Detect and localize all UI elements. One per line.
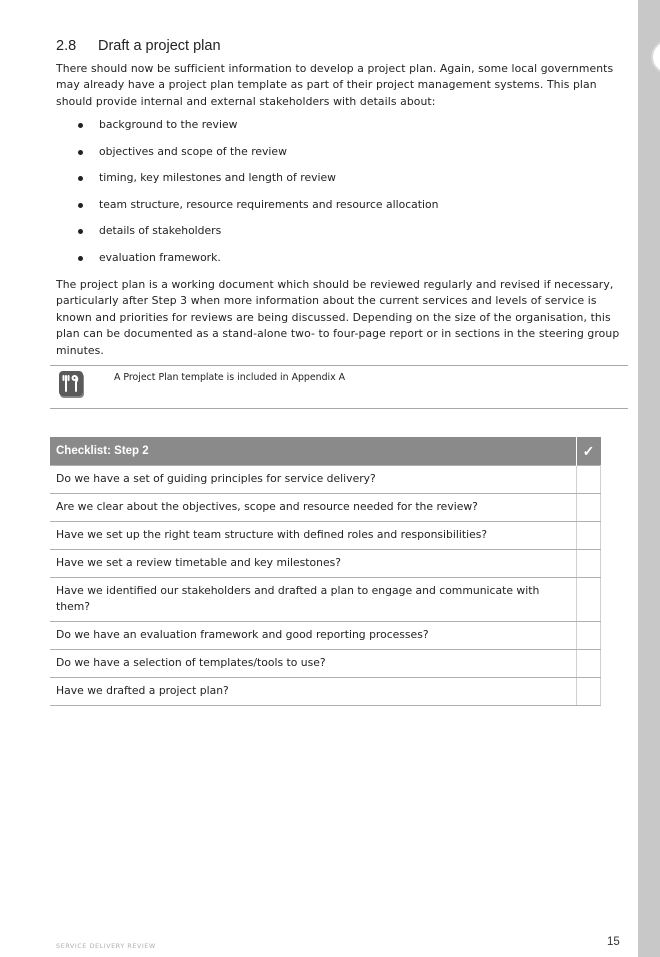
list-item: background to the review (56, 117, 438, 144)
section-heading (56, 38, 221, 54)
checklist-item: Have we identified our stakeholders and drafted a plan to engage and communicate with them? (50, 578, 576, 622)
tick-cell (576, 622, 601, 650)
table-row (50, 550, 601, 578)
checklist-item: Have we set a review timetable and key milestones? (50, 550, 576, 578)
section-title: Draft a project plan (98, 38, 221, 54)
table-row (50, 522, 601, 550)
footer-title: SERVICE DELIVERY REVIEW (56, 942, 156, 950)
checklist-item: Have we drafted a project plan? (50, 678, 576, 706)
page-number: 15 (607, 936, 620, 948)
bullet-icon (78, 256, 83, 261)
bullet-icon (78, 150, 83, 155)
list-item: team structure, resource requirements and resource allocation (56, 197, 438, 224)
list-item: details of stakeholders (56, 223, 438, 250)
list-item: evaluation framework. (56, 250, 438, 277)
side-bar (638, 0, 660, 957)
table-row (50, 678, 601, 706)
tick-cell (576, 650, 601, 678)
tick-cell (576, 578, 601, 622)
table-row (50, 466, 601, 494)
tick-cell (576, 466, 601, 494)
intro-paragraph: There should now be sufficient information to develop a project plan. Again, some local governments may already have a project plan template as part of their project management systems. This plan should provide internal and external stakeholders with details about: (56, 62, 614, 108)
table-row (50, 578, 601, 622)
tick-cell (576, 550, 601, 578)
bullet-icon (78, 203, 83, 208)
tip-text: A Project Plan template is included in Appendix A (114, 372, 346, 383)
tools-icon (59, 371, 83, 396)
tick-cell (576, 522, 601, 550)
checklist-title: Checklist: Step 2 (50, 437, 576, 466)
table-row (50, 494, 601, 522)
list-item: objectives and scope of the review (56, 144, 438, 171)
tip-box (50, 365, 628, 409)
list-item: timing, key milestones and length of review (56, 170, 438, 197)
bullet-icon (78, 229, 83, 234)
bullet-icon (78, 123, 83, 128)
table-row (50, 622, 601, 650)
checklist-item: Are we clear about the objectives, scope and resource needed for the review? (50, 494, 576, 522)
bullet-icon (78, 176, 83, 181)
checklist-item: Do we have an evaluation framework and good reporting processes? (50, 622, 576, 650)
bullet-list (56, 117, 438, 276)
checklist-table (50, 437, 601, 706)
checklist-header-row (50, 437, 601, 466)
table-row (50, 650, 601, 678)
checklist-item: Do we have a selection of templates/tools to use? (50, 650, 576, 678)
tick-cell (576, 494, 601, 522)
tick-cell (576, 678, 601, 706)
checklist-item: Do we have a set of guiding principles for service delivery? (50, 466, 576, 494)
outro-paragraph: The project plan is a working document which should be reviewed regularly and revised if necessary, particularly after Step 3 when more information about the current services and levels of service is known and priorities for reviews are being discussed. Depending on the size of the organisation, this plan can be documented as a stand-alone two- to four-page report or in sections in the steering group minutes. (56, 278, 620, 357)
checklist-item: Have we set up the right team structure with defined roles and responsibilities? (50, 522, 576, 550)
check-icon: ✓ (576, 437, 601, 466)
section-number: 2.8 (56, 38, 77, 54)
